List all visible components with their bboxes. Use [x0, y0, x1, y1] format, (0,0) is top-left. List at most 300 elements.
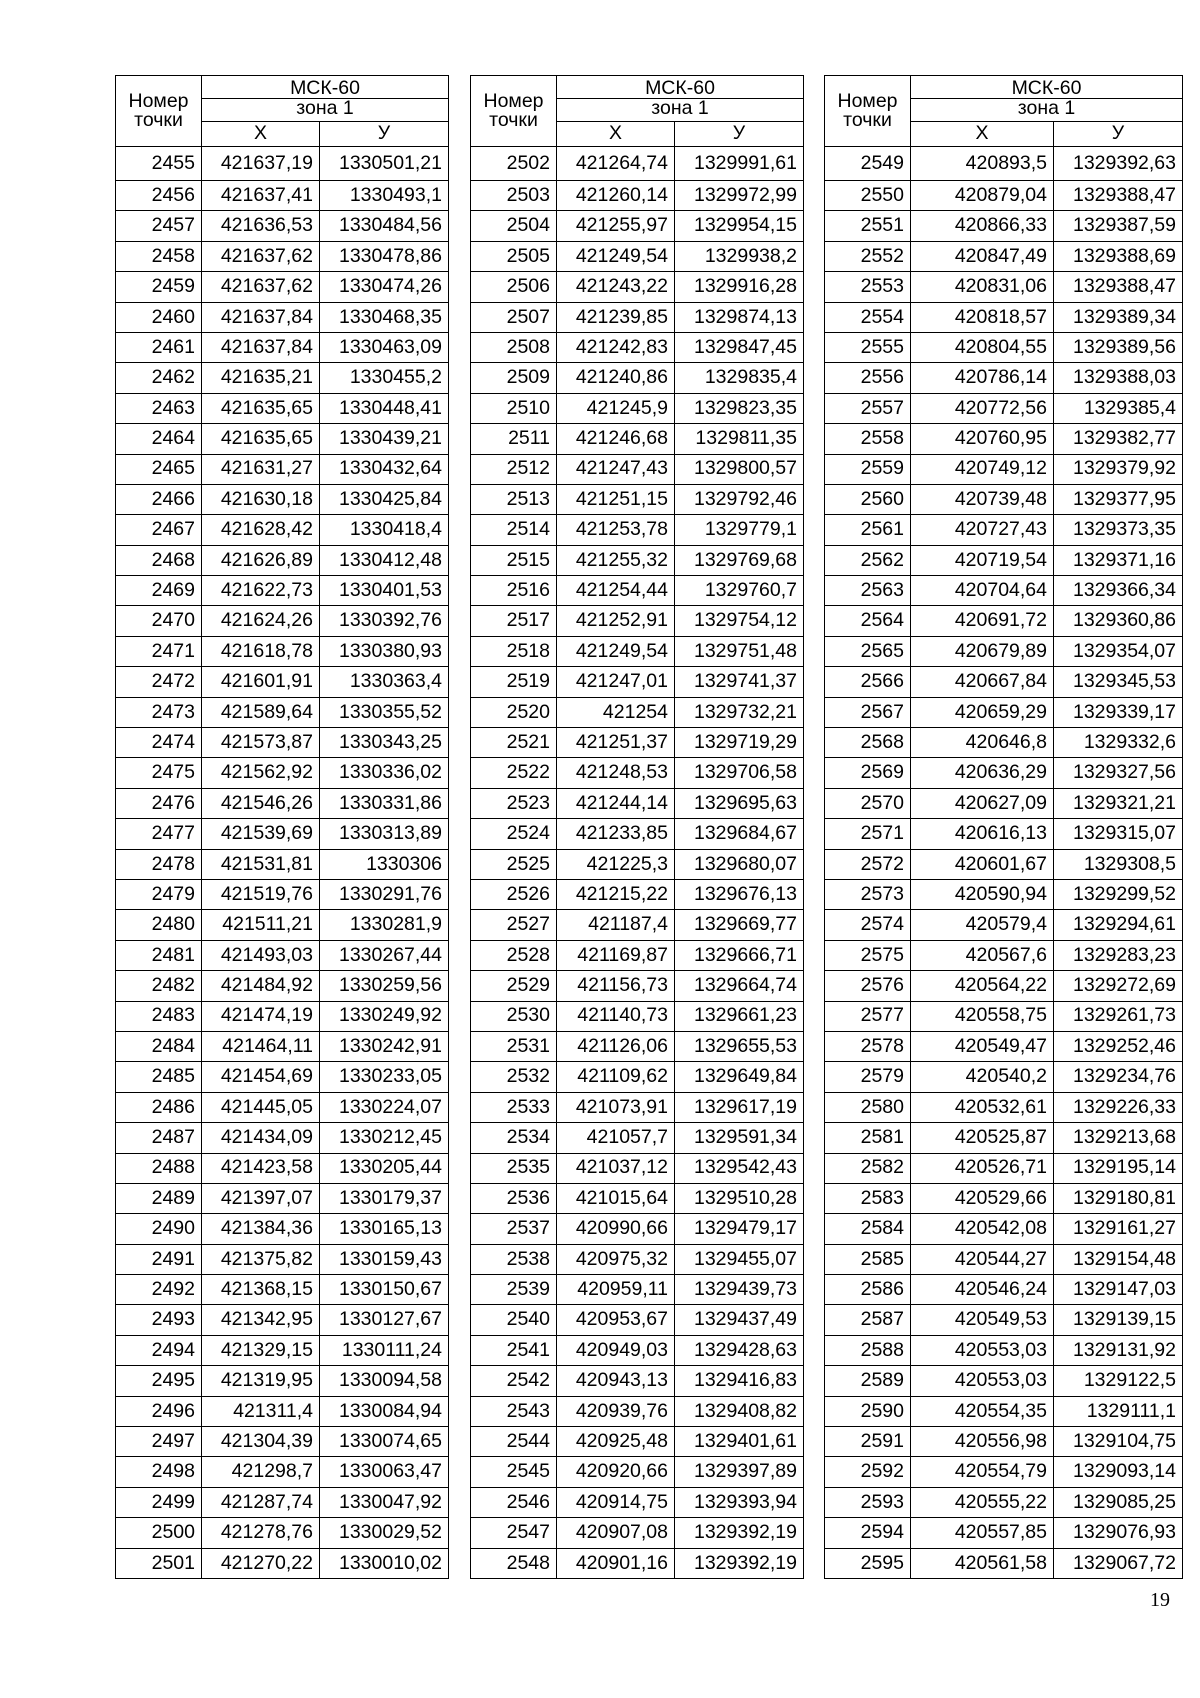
y-coordinate-cell: 1329388,47: [1054, 272, 1183, 302]
point-number-cell: 2460: [116, 302, 202, 332]
x-coordinate-cell: 421248,53: [557, 758, 675, 788]
table-row: [825, 1518, 1183, 1548]
table-row: [116, 1487, 449, 1517]
y-coordinate-cell: 1330363,4: [320, 667, 449, 697]
y-coordinate-cell: 1330412,48: [320, 545, 449, 575]
x-coordinate-cell: 421254: [557, 697, 675, 727]
y-coordinate-cell: 1330127,67: [320, 1305, 449, 1335]
table-row: [825, 758, 1183, 788]
x-coordinate-cell: 420901,16: [557, 1548, 675, 1578]
x-coordinate-cell: 420558,75: [911, 1001, 1054, 1031]
point-number-cell: 2458: [116, 241, 202, 271]
x-coordinate-cell: 420555,22: [911, 1487, 1054, 1517]
table-row: [116, 1457, 449, 1487]
x-coordinate-cell: 421253,78: [557, 515, 675, 545]
point-number-cell: 2475: [116, 758, 202, 788]
table-row: [116, 1518, 449, 1548]
y-coordinate-cell: 1329666,71: [675, 940, 804, 970]
table-row: [116, 940, 449, 970]
point-number-cell: 2469: [116, 576, 202, 606]
y-coordinate-cell: 1330343,25: [320, 728, 449, 758]
y-coordinate-cell: 1329180,81: [1054, 1183, 1183, 1213]
table-row: [471, 819, 804, 849]
table-row: [825, 1214, 1183, 1244]
y-coordinate-cell: 1329283,23: [1054, 940, 1183, 970]
table-row: [116, 1275, 449, 1305]
point-number-cell: 2581: [825, 1123, 911, 1153]
x-coordinate-cell: 421329,15: [202, 1335, 320, 1365]
y-coordinate-cell: 1330074,65: [320, 1427, 449, 1457]
table-row: [825, 332, 1183, 362]
table-row: [825, 1031, 1183, 1061]
x-coordinate-cell: 421635,21: [202, 363, 320, 393]
x-column-header: X: [202, 122, 320, 147]
table-row: [116, 211, 449, 241]
x-coordinate-cell: 420554,79: [911, 1457, 1054, 1487]
y-coordinate-cell: 1329104,75: [1054, 1427, 1183, 1457]
point-number-cell: 2583: [825, 1183, 911, 1213]
point-number-cell: 2519: [471, 667, 557, 697]
table-row: [116, 606, 449, 636]
y-coordinate-cell: 1329226,33: [1054, 1092, 1183, 1122]
y-coordinate-cell: 1329416,83: [675, 1366, 804, 1396]
x-coordinate-cell: 421397,07: [202, 1183, 320, 1213]
point-number-cell: 2557: [825, 393, 911, 423]
y-coordinate-cell: 1329327,56: [1054, 758, 1183, 788]
x-coordinate-cell: 421493,03: [202, 940, 320, 970]
table-row: [471, 971, 804, 1001]
x-coordinate-cell: 421251,15: [557, 484, 675, 514]
point-number-cell: 2556: [825, 363, 911, 393]
x-coordinate-cell: 420554,35: [911, 1396, 1054, 1426]
y-coordinate-cell: 1329754,12: [675, 606, 804, 636]
y-coordinate-cell: 1329401,61: [675, 1427, 804, 1457]
table-row: [116, 1153, 449, 1183]
y-coordinate-cell: 1330233,05: [320, 1062, 449, 1092]
x-coordinate-cell: 421635,65: [202, 393, 320, 423]
table-row: [471, 302, 804, 332]
x-coordinate-cell: 421531,81: [202, 849, 320, 879]
table-row: [825, 788, 1183, 818]
point-number-cell: 2518: [471, 636, 557, 666]
y-coordinate-cell: 1330063,47: [320, 1457, 449, 1487]
point-number-cell: 2562: [825, 545, 911, 575]
x-coordinate-cell: 421637,41: [202, 181, 320, 211]
y-coordinate-cell: 1330291,76: [320, 879, 449, 909]
table-row: [116, 1244, 449, 1274]
x-coordinate-cell: 421246,68: [557, 424, 675, 454]
x-coordinate-cell: 420556,98: [911, 1427, 1054, 1457]
y-coordinate-cell: 1329339,17: [1054, 697, 1183, 727]
table-row: [471, 1031, 804, 1061]
point-number-cell: 2485: [116, 1062, 202, 1092]
point-number-cell: 2463: [116, 393, 202, 423]
y-coordinate-cell: 1329542,43: [675, 1153, 804, 1183]
x-coordinate-cell: 421298,7: [202, 1457, 320, 1487]
x-coordinate-cell: 420549,53: [911, 1305, 1054, 1335]
x-coordinate-cell: 421637,84: [202, 332, 320, 362]
y-coordinate-cell: 1330474,26: [320, 272, 449, 302]
table-row: [471, 1366, 804, 1396]
x-coordinate-cell: 420804,55: [911, 332, 1054, 362]
x-coordinate-cell: 420907,08: [557, 1518, 675, 1548]
y-coordinate-cell: 1330111,24: [320, 1335, 449, 1365]
x-coordinate-cell: 420691,72: [911, 606, 1054, 636]
x-coordinate-cell: 421239,85: [557, 302, 675, 332]
point-number-cell: 2456: [116, 181, 202, 211]
point-number-cell: 2513: [471, 484, 557, 514]
y-coordinate-cell: 1329664,74: [675, 971, 804, 1001]
point-number-cell: 2525: [471, 849, 557, 879]
x-coordinate-cell: 420818,57: [911, 302, 1054, 332]
table-row: [116, 515, 449, 545]
point-number-cell: 2459: [116, 272, 202, 302]
x-coordinate-cell: 421260,14: [557, 181, 675, 211]
table-row: [471, 1153, 804, 1183]
table-row: [825, 393, 1183, 423]
table-row: [825, 302, 1183, 332]
table-row: [825, 1001, 1183, 1031]
point-number-cell: 2563: [825, 576, 911, 606]
point-number-cell: 2512: [471, 454, 557, 484]
x-coordinate-cell: 421573,87: [202, 728, 320, 758]
table-row: [116, 332, 449, 362]
y-coordinate-cell: 1329792,46: [675, 484, 804, 514]
y-coordinate-cell: 1329294,61: [1054, 910, 1183, 940]
y-coordinate-cell: 1329455,07: [675, 1244, 804, 1274]
point-number-cell: 2461: [116, 332, 202, 362]
y-coordinate-cell: 1330281,9: [320, 910, 449, 940]
x-coordinate-cell: 420990,66: [557, 1214, 675, 1244]
table-row: [471, 849, 804, 879]
table-row: [825, 1183, 1183, 1213]
point-number-cell: 2503: [471, 181, 557, 211]
y-coordinate-cell: 1329213,68: [1054, 1123, 1183, 1153]
point-number-cell: 2582: [825, 1153, 911, 1183]
coordinate-system-header: МСК-60: [557, 76, 804, 99]
y-coordinate-cell: 1329676,13: [675, 879, 804, 909]
table-row: [471, 1487, 804, 1517]
x-coordinate-cell: 421243,22: [557, 272, 675, 302]
x-coordinate-cell: 421546,26: [202, 788, 320, 818]
y-coordinate-cell: 1329308,5: [1054, 849, 1183, 879]
point-number-cell: 2510: [471, 393, 557, 423]
point-number-cell: 2470: [116, 606, 202, 636]
table-row: [116, 910, 449, 940]
x-coordinate-cell: 420704,64: [911, 576, 1054, 606]
point-number-header: Номер точки: [471, 76, 557, 147]
x-coordinate-cell: 420553,03: [911, 1335, 1054, 1365]
y-coordinate-cell: 1330267,44: [320, 940, 449, 970]
table-row: [471, 1001, 804, 1031]
y-coordinate-cell: 1329373,35: [1054, 515, 1183, 545]
table-row: [825, 1457, 1183, 1487]
y-coordinate-cell: 1329823,35: [675, 393, 804, 423]
point-number-cell: 2537: [471, 1214, 557, 1244]
table-row: [825, 849, 1183, 879]
point-number-cell: 2468: [116, 545, 202, 575]
table-row: [825, 181, 1183, 211]
table-row: [825, 1335, 1183, 1365]
table-row: [116, 667, 449, 697]
table-row: [116, 819, 449, 849]
point-number-cell: 2495: [116, 1366, 202, 1396]
x-coordinate-cell: 421037,12: [557, 1153, 675, 1183]
table-row: [825, 1062, 1183, 1092]
x-coordinate-cell: 421244,14: [557, 788, 675, 818]
y-coordinate-cell: 1330432,64: [320, 454, 449, 484]
x-coordinate-cell: 420727,43: [911, 515, 1054, 545]
y-coordinate-cell: 1329131,92: [1054, 1335, 1183, 1365]
table-row: [825, 636, 1183, 666]
y-coordinate-cell: 1330468,35: [320, 302, 449, 332]
y-coordinate-cell: 1330448,41: [320, 393, 449, 423]
x-coordinate-cell: 420866,33: [911, 211, 1054, 241]
y-coordinate-cell: 1330224,07: [320, 1092, 449, 1122]
point-number-cell: 2546: [471, 1487, 557, 1517]
y-coordinate-cell: 1329379,92: [1054, 454, 1183, 484]
y-coordinate-cell: 1329392,19: [675, 1548, 804, 1578]
point-number-cell: 2560: [825, 484, 911, 514]
table-row: [825, 147, 1183, 181]
y-coordinate-cell: 1329382,77: [1054, 424, 1183, 454]
x-coordinate-cell: 421311,4: [202, 1396, 320, 1426]
y-coordinate-cell: 1329377,95: [1054, 484, 1183, 514]
table-row: [116, 697, 449, 727]
x-coordinate-cell: 420544,27: [911, 1244, 1054, 1274]
x-coordinate-cell: 421278,76: [202, 1518, 320, 1548]
point-number-cell: 2487: [116, 1123, 202, 1153]
table-row: [471, 424, 804, 454]
y-coordinate-cell: 1329272,69: [1054, 971, 1183, 1001]
point-number-cell: 2498: [116, 1457, 202, 1487]
table-row: [471, 332, 804, 362]
table-row: [825, 910, 1183, 940]
table-row: [471, 1396, 804, 1426]
x-coordinate-cell: 420925,48: [557, 1427, 675, 1457]
y-coordinate-cell: 1329111,1: [1054, 1396, 1183, 1426]
point-number-cell: 2534: [471, 1123, 557, 1153]
table-row: [471, 1183, 804, 1213]
y-coordinate-cell: 1330336,02: [320, 758, 449, 788]
y-coordinate-cell: 1330425,84: [320, 484, 449, 514]
table-row: [116, 576, 449, 606]
table-row: [471, 910, 804, 940]
point-number-cell: 2499: [116, 1487, 202, 1517]
x-coordinate-cell: 421368,15: [202, 1275, 320, 1305]
x-coordinate-cell: 421247,43: [557, 454, 675, 484]
point-number-cell: 2477: [116, 819, 202, 849]
x-coordinate-cell: 420627,09: [911, 788, 1054, 818]
x-coordinate-cell: 421635,65: [202, 424, 320, 454]
table-row: [825, 1548, 1183, 1578]
point-number-cell: 2511: [471, 424, 557, 454]
y-coordinate-cell: 1330418,4: [320, 515, 449, 545]
x-coordinate-cell: 421169,87: [557, 940, 675, 970]
y-coordinate-cell: 1330478,86: [320, 241, 449, 271]
x-coordinate-cell: 420553,03: [911, 1366, 1054, 1396]
y-coordinate-cell: 1329315,07: [1054, 819, 1183, 849]
point-number-cell: 2593: [825, 1487, 911, 1517]
table-row: [471, 636, 804, 666]
point-number-cell: 2531: [471, 1031, 557, 1061]
y-coordinate-cell: 1329392,63: [1054, 147, 1183, 181]
point-number-cell: 2536: [471, 1183, 557, 1213]
table-row: [471, 363, 804, 393]
table-row: [825, 241, 1183, 271]
table-row: [471, 1427, 804, 1457]
table-row: [116, 545, 449, 575]
x-coordinate-cell: 420561,58: [911, 1548, 1054, 1578]
table-row: [116, 363, 449, 393]
x-coordinate-cell: 421342,95: [202, 1305, 320, 1335]
y-coordinate-cell: 1329345,53: [1054, 667, 1183, 697]
point-number-cell: 2507: [471, 302, 557, 332]
x-coordinate-cell: 421249,54: [557, 241, 675, 271]
table-row: [116, 1031, 449, 1061]
table-row: [825, 728, 1183, 758]
point-number-cell: 2595: [825, 1548, 911, 1578]
y-column-header: У: [1054, 122, 1183, 147]
x-column-header: X: [911, 122, 1054, 147]
x-coordinate-cell: 421187,4: [557, 910, 675, 940]
x-coordinate-cell: 421240,86: [557, 363, 675, 393]
point-number-cell: 2573: [825, 879, 911, 909]
coordinate-zone-header: зона 1: [911, 99, 1183, 122]
x-coordinate-cell: 421631,27: [202, 454, 320, 484]
x-coordinate-cell: 421233,85: [557, 819, 675, 849]
x-coordinate-cell: 421622,73: [202, 576, 320, 606]
y-coordinate-cell: 1330392,76: [320, 606, 449, 636]
x-coordinate-cell: 421511,21: [202, 910, 320, 940]
table-row: [471, 728, 804, 758]
table-row: [471, 1062, 804, 1092]
point-number-cell: 2564: [825, 606, 911, 636]
table-row: [825, 940, 1183, 970]
x-coordinate-cell: 420526,71: [911, 1153, 1054, 1183]
y-coordinate-cell: 1329847,45: [675, 332, 804, 362]
point-number-cell: 2505: [471, 241, 557, 271]
y-coordinate-cell: 1329366,34: [1054, 576, 1183, 606]
x-coordinate-cell: 420772,56: [911, 393, 1054, 423]
y-coordinate-cell: 1329800,57: [675, 454, 804, 484]
table-row: [471, 788, 804, 818]
y-coordinate-cell: 1330463,09: [320, 332, 449, 362]
table-row: [116, 1396, 449, 1426]
y-coordinate-cell: 1329161,27: [1054, 1214, 1183, 1244]
point-number-cell: 2540: [471, 1305, 557, 1335]
x-coordinate-cell: 421601,91: [202, 667, 320, 697]
table-row: [825, 606, 1183, 636]
y-coordinate-cell: 1330029,52: [320, 1518, 449, 1548]
x-coordinate-cell: 421637,84: [202, 302, 320, 332]
table-row: [116, 728, 449, 758]
point-number-cell: 2526: [471, 879, 557, 909]
point-number-cell: 2570: [825, 788, 911, 818]
y-coordinate-cell: 1330455,2: [320, 363, 449, 393]
y-coordinate-cell: 1329195,14: [1054, 1153, 1183, 1183]
point-number-cell: 2506: [471, 272, 557, 302]
y-coordinate-cell: 1329252,46: [1054, 1031, 1183, 1061]
point-number-cell: 2480: [116, 910, 202, 940]
x-coordinate-cell: 420579,4: [911, 910, 1054, 940]
x-coordinate-cell: 420786,14: [911, 363, 1054, 393]
y-coordinate-cell: 1329732,21: [675, 697, 804, 727]
table-row: [471, 1275, 804, 1305]
table-row: [116, 1427, 449, 1457]
x-coordinate-cell: 420920,66: [557, 1457, 675, 1487]
x-coordinate-cell: 421245,9: [557, 393, 675, 423]
x-coordinate-cell: 421319,95: [202, 1366, 320, 1396]
x-coordinate-cell: 421247,01: [557, 667, 675, 697]
table-row: [116, 241, 449, 271]
x-coordinate-cell: 420616,13: [911, 819, 1054, 849]
point-number-header: Номер точки: [116, 76, 202, 147]
point-number-cell: 2527: [471, 910, 557, 940]
y-coordinate-cell: 1329371,16: [1054, 545, 1183, 575]
y-coordinate-cell: 1329154,48: [1054, 1244, 1183, 1274]
table-row: [116, 393, 449, 423]
point-number-cell: 2533: [471, 1092, 557, 1122]
table-row: [471, 1244, 804, 1274]
y-coordinate-cell: 1330249,92: [320, 1001, 449, 1031]
table-row: [825, 1092, 1183, 1122]
point-number-cell: 2471: [116, 636, 202, 666]
x-coordinate-cell: 421287,74: [202, 1487, 320, 1517]
x-coordinate-cell: 421270,22: [202, 1548, 320, 1578]
table-row: [116, 1062, 449, 1092]
coordinate-system-header: МСК-60: [202, 76, 449, 99]
point-number-cell: 2522: [471, 758, 557, 788]
point-number-cell: 2490: [116, 1214, 202, 1244]
y-coordinate-cell: 1330047,92: [320, 1487, 449, 1517]
y-coordinate-cell: 1330306: [320, 849, 449, 879]
point-number-cell: 2455: [116, 147, 202, 181]
point-number-cell: 2584: [825, 1214, 911, 1244]
table-row: [825, 1153, 1183, 1183]
point-number-cell: 2541: [471, 1335, 557, 1365]
y-coordinate-cell: 1329439,73: [675, 1275, 804, 1305]
point-number-cell: 2524: [471, 819, 557, 849]
y-coordinate-cell: 1329972,99: [675, 181, 804, 211]
point-number-cell: 2548: [471, 1548, 557, 1578]
table-row: [116, 1366, 449, 1396]
coordinates-table-1: [115, 75, 449, 1579]
table-row: [471, 1518, 804, 1548]
table-row: [471, 576, 804, 606]
point-number-cell: 2500: [116, 1518, 202, 1548]
x-coordinate-cell: 421562,92: [202, 758, 320, 788]
point-number-cell: 2590: [825, 1396, 911, 1426]
point-number-cell: 2542: [471, 1366, 557, 1396]
point-number-cell: 2523: [471, 788, 557, 818]
table-row: [825, 1427, 1183, 1457]
coordinate-zone-header: зона 1: [557, 99, 804, 122]
x-coordinate-cell: 421445,05: [202, 1092, 320, 1122]
table-row: [825, 1366, 1183, 1396]
point-number-cell: 2572: [825, 849, 911, 879]
point-number-cell: 2514: [471, 515, 557, 545]
y-coordinate-cell: 1329938,2: [675, 241, 804, 271]
y-coordinate-cell: 1330242,91: [320, 1031, 449, 1061]
y-coordinate-cell: 1329360,86: [1054, 606, 1183, 636]
table-row: [471, 1123, 804, 1153]
y-coordinate-cell: 1329437,49: [675, 1305, 804, 1335]
table-row: [471, 1548, 804, 1578]
x-coordinate-cell: 421637,62: [202, 272, 320, 302]
y-coordinate-cell: 1329510,28: [675, 1183, 804, 1213]
point-number-cell: 2464: [116, 424, 202, 454]
